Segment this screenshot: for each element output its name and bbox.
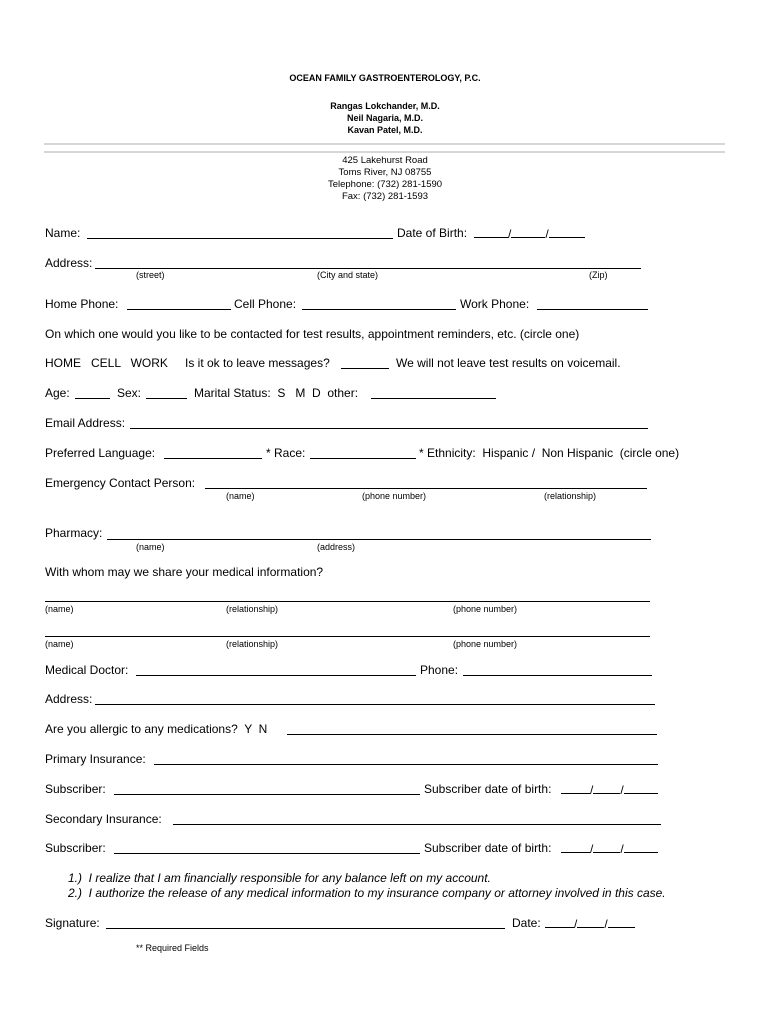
- leave-message-label: Is it ok to leave messages?: [185, 356, 330, 370]
- name-caption: (name): [226, 491, 255, 501]
- practice-name: OCEAN FAMILY GASTROENTEROLOGY, P.C.: [289, 73, 481, 83]
- ethnicity-label: * Ethnicity: Hispanic / Non Hispanic (circle one): [419, 446, 680, 460]
- age-label: Age:: [45, 386, 70, 400]
- signature-label: Signature:: [45, 916, 100, 930]
- address-label: Address:: [45, 256, 93, 270]
- cell-phone-label: Cell Phone:: [234, 297, 297, 311]
- divider: [44, 151, 725, 153]
- address-line: Toms River, NJ 08755: [338, 167, 432, 178]
- share-contact-field-1[interactable]: [45, 601, 650, 602]
- contact-question: On which one would you like to be contacted for test results, appointment reminders, etc. (circle one): [45, 327, 580, 341]
- race-label: * Race:: [266, 446, 306, 460]
- allergy-question: Are you allergic to any medications? Y N: [45, 722, 268, 736]
- secondary-insurance-label: Secondary Insurance:: [45, 812, 162, 826]
- home-phone-label: Home Phone:: [45, 297, 119, 311]
- name-field[interactable]: [87, 238, 393, 239]
- email-label: Email Address:: [45, 416, 126, 430]
- primary-insurance-label: Primary Insurance:: [45, 752, 146, 766]
- street-caption: (street): [136, 270, 165, 280]
- fax: Fax: (732) 281-1593: [341, 191, 429, 202]
- home-phone-field[interactable]: [127, 309, 231, 310]
- zip-caption: (Zip): [589, 270, 608, 280]
- relationship-caption: (relationship): [226, 604, 279, 614]
- doctor-phone-label: Phone:: [420, 663, 459, 677]
- dob-label: Date of Birth:: [397, 226, 468, 240]
- language-label: Preferred Language:: [45, 446, 156, 460]
- marital-other-field[interactable]: [371, 398, 496, 399]
- subscriber-field[interactable]: [114, 853, 420, 854]
- financial-statement: 1.) I realize that I am financially responsible for any balance left on my account.: [68, 871, 491, 885]
- work-phone-field[interactable]: [537, 309, 648, 310]
- pharmacy-label: Pharmacy:: [45, 526, 103, 540]
- share-question: With whom may we share your medical information?: [45, 565, 324, 579]
- marital-status-label: Marital Status: S M D other:: [194, 386, 359, 400]
- pharmacy-field[interactable]: [107, 539, 651, 540]
- subscriber-dob-label: Subscriber date of birth:: [424, 841, 552, 855]
- date-field[interactable]: / /: [545, 916, 635, 931]
- sex-field[interactable]: [146, 398, 187, 399]
- doctor-address-field[interactable]: [95, 704, 655, 705]
- emergency-contact-field[interactable]: [205, 488, 647, 489]
- required-fields-note: ** Required Fields: [136, 943, 209, 953]
- doctor-name: Kavan Patel, M.D.: [347, 125, 423, 135]
- voicemail-note: We will not leave test results on voicemail.: [396, 356, 621, 370]
- address-caption: (address): [317, 542, 356, 552]
- signature-field[interactable]: [106, 928, 505, 929]
- subscriber-label: Subscriber:: [45, 841, 106, 855]
- share-contact-field-2[interactable]: [45, 636, 650, 637]
- date-label: Date:: [512, 916, 541, 930]
- email-field[interactable]: [130, 428, 648, 429]
- age-field[interactable]: [75, 398, 110, 399]
- language-field[interactable]: [164, 458, 262, 459]
- relationship-caption: (relationship): [544, 491, 597, 501]
- work-phone-label: Work Phone:: [460, 297, 530, 311]
- city-state-caption: (City and state): [317, 270, 379, 280]
- emergency-contact-label: Emergency Contact Person:: [45, 476, 196, 490]
- subscriber-field[interactable]: [114, 794, 420, 795]
- name-caption: (name): [45, 639, 74, 649]
- name-label: Name:: [45, 226, 81, 240]
- address-line: 425 Lakehurst Road: [342, 155, 428, 166]
- doctor-name: Rangas Lokchander, M.D.: [330, 101, 440, 111]
- doctor-address-label: Address:: [45, 692, 93, 706]
- contact-options[interactable]: HOME CELL WORK: [45, 356, 168, 370]
- name-caption: (name): [45, 604, 74, 614]
- release-statement: 2.) I authorize the release of any medical information to my insurance company or attorney involved in this case.: [68, 886, 666, 900]
- subscriber-dob-field[interactable]: / /: [561, 841, 658, 856]
- name-caption: (name): [136, 542, 165, 552]
- medical-doctor-label: Medical Doctor:: [45, 663, 129, 677]
- divider: [44, 143, 725, 145]
- address-field[interactable]: [95, 268, 641, 269]
- secondary-insurance-field[interactable]: [173, 824, 661, 825]
- race-field[interactable]: [310, 458, 416, 459]
- phone-caption: (phone number): [453, 639, 518, 649]
- relationship-caption: (relationship): [226, 639, 279, 649]
- subscriber-dob-field[interactable]: / /: [561, 782, 658, 797]
- phone-caption: (phone number): [453, 604, 518, 614]
- primary-insurance-field[interactable]: [154, 764, 658, 765]
- subscriber-dob-label: Subscriber date of birth:: [424, 782, 552, 796]
- cell-phone-field[interactable]: [302, 309, 456, 310]
- medical-doctor-field[interactable]: [136, 675, 416, 676]
- phone-caption: (phone number): [362, 491, 427, 501]
- telephone: Telephone: (732) 281-1590: [327, 179, 443, 190]
- allergy-field[interactable]: [287, 734, 657, 735]
- doctor-phone-field[interactable]: [463, 675, 652, 676]
- doctor-name: Neil Nagaria, M.D.: [346, 113, 424, 123]
- leave-message-field[interactable]: [341, 368, 389, 369]
- dob-field[interactable]: / /: [474, 226, 585, 241]
- subscriber-label: Subscriber:: [45, 782, 106, 796]
- sex-label: Sex:: [117, 386, 142, 400]
